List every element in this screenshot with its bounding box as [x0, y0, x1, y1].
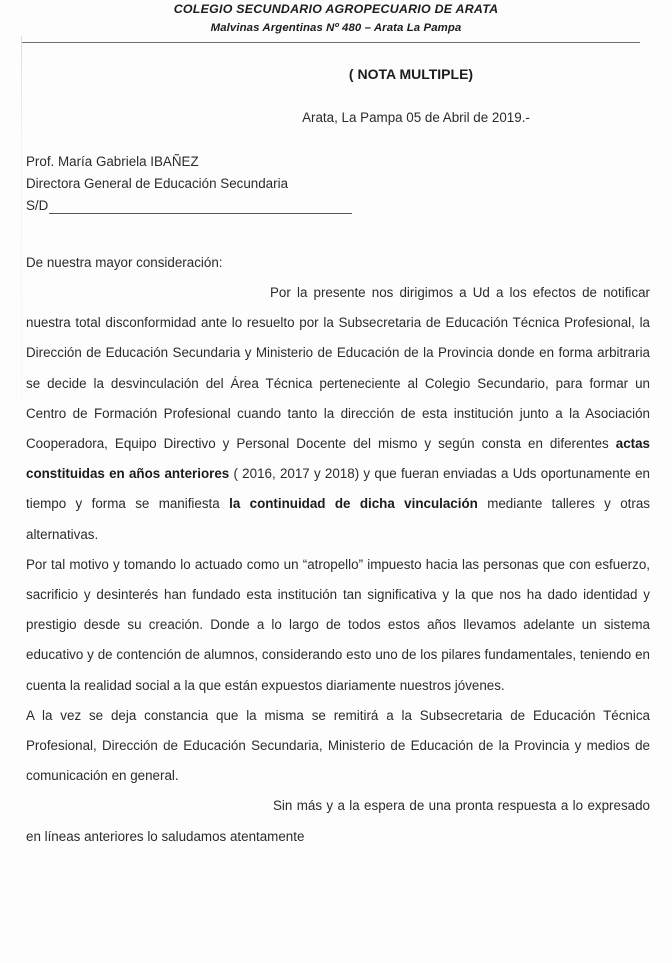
salutation: De nuestra mayor consideración: — [26, 255, 223, 270]
paragraph-1-bold-1: actas constituidas en años anteriores — [26, 436, 650, 482]
addressee-role: Directora General de Educación Secundaria — [26, 176, 289, 191]
delivery-label: S/D — [26, 198, 49, 213]
header-divider — [22, 42, 640, 43]
paragraph-1-bold-2: la continuidad de dicha vinculación — [229, 496, 478, 512]
letter-body — [26, 248, 650, 852]
document-title: ( NOTA MULTIPLE) — [348, 66, 474, 82]
paragraph-3: A la vez se deja constancia que la misma se remitirá a la Subsecretaria de Educación Técnica Profesional, Dirección de Educación Secundaria, Ministerio de Educación de la Provincia y medios de comunicación en general. — [26, 707, 650, 784]
addressee-name: Prof. María Gabriela IBAÑEZ — [26, 154, 199, 169]
organization-address: Malvinas Argentinas Nº 480 – Arata La Pampa — [210, 22, 462, 34]
paragraph-2: Por tal motivo y tomando lo actuado como un “atropello” impuesto hacia las personas que con esfuerzo, sacrificio y desinterés han fundado esta institución tan significativa y la que nos ha dado identidad y prestigio desde su creación. Donde a lo largo de todos estos años llevamos adelante un sistema educativo y de contención de alumnos, considerando esto uno de los pilares fundamentales, teniendo en cuenta la realidad social a la que están expuestos diariamente nuestros jóvenes. — [26, 556, 650, 693]
paragraph-1-part-2: ( 2016, 2017 y 2018) y que fueran enviadas a Uds oportunamente en tiempo y forma se manifiesta — [26, 466, 650, 512]
scan-margin-line — [21, 36, 22, 948]
organization-name: COLEGIO SECUNDARIO AGROPECUARIO DE ARATA — [173, 2, 499, 16]
delivery-line — [26, 195, 526, 217]
paragraph-4-closing: Sin más y a la espera de una pronta respuesta a lo expresado en líneas anteriores lo saludamos atentamente — [26, 798, 650, 844]
addressee-block — [26, 151, 526, 217]
paragraph-1-part-1: Por la presente nos dirigimos a Ud a los efectos de notificar nuestra total disconformidad ante lo resuelto por la Subsecretaria de Educación Técnica Profesional, la Dirección de Educación Secundaria y Ministerio de Educación de la Provincia donde en forma arbitraria se decide la desvinculación del Área Técnica perteneciente al Colegio Secundario, para formar un Centro de Formación Profesional cuando tanto la dirección de esta institución junto a la Asociación Cooperadora, Equipo Directivo y Personal Docente del mismo y según consta en diferentes — [26, 285, 650, 452]
place-and-date: Arata, La Pampa 05 de Abril de 2019.- — [302, 110, 530, 125]
paragraph-1 — [26, 278, 650, 550]
delivery-underline — [49, 213, 352, 214]
letterhead — [0, 2, 672, 34]
paragraph-1-part-3: mediante talleres y otras alternativas. — [26, 496, 650, 542]
